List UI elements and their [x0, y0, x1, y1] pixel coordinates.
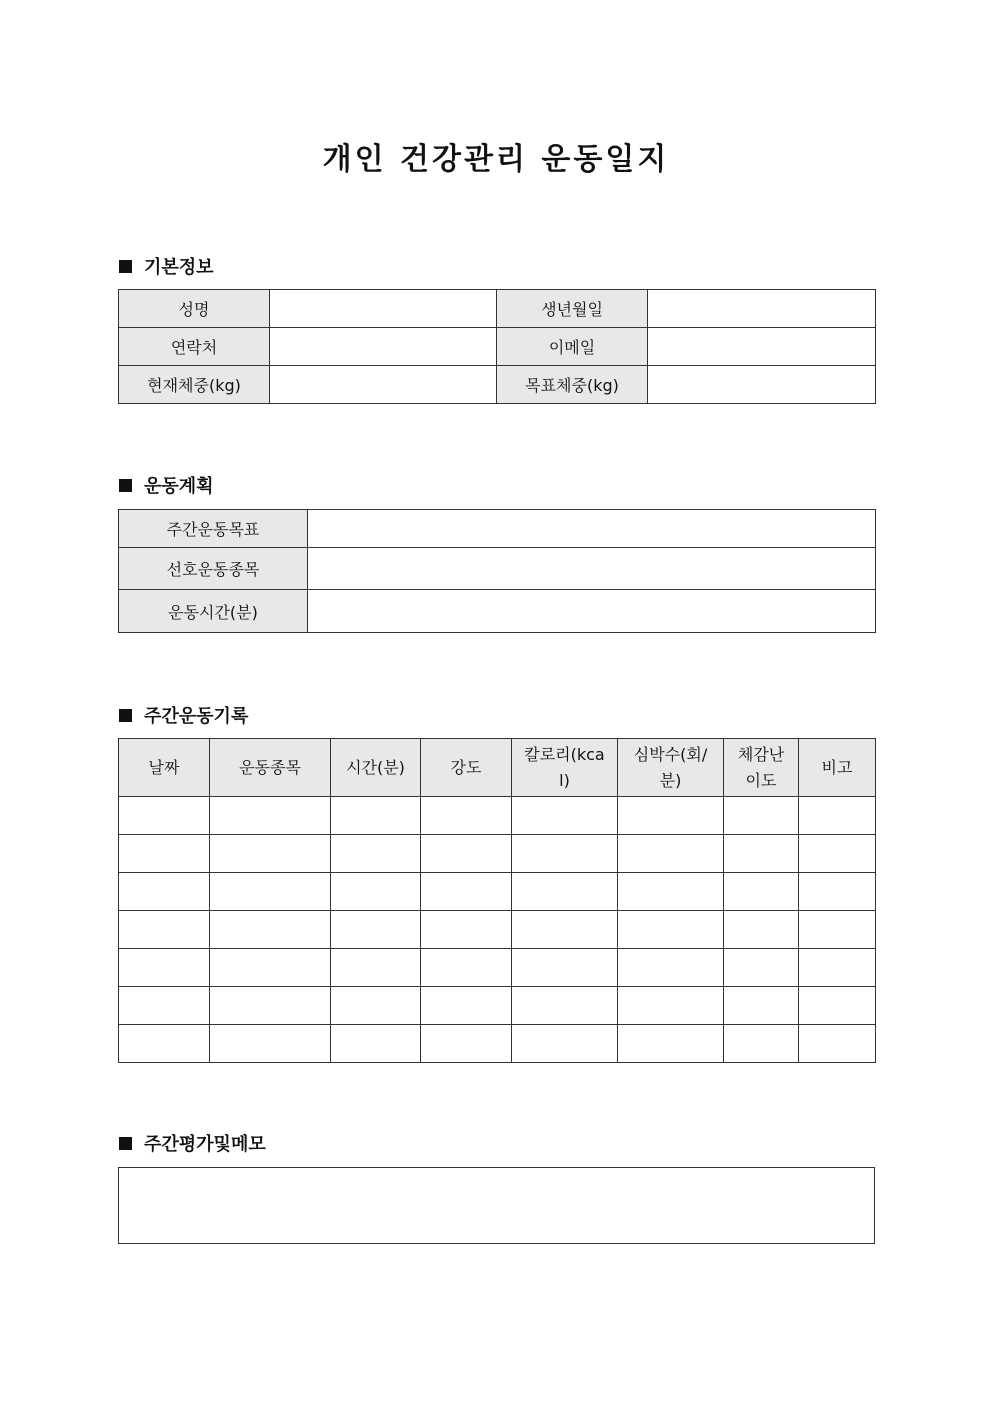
log-cell[interactable] — [331, 873, 421, 911]
log-cell[interactable] — [618, 987, 724, 1025]
contact-field[interactable] — [270, 328, 497, 366]
log-cell[interactable] — [421, 797, 512, 835]
log-cell[interactable] — [210, 911, 331, 949]
log-cell[interactable] — [421, 949, 512, 987]
basic-info-table — [118, 289, 876, 404]
exercise-plan-table — [118, 509, 876, 633]
log-cell[interactable] — [421, 1025, 512, 1063]
table-header-row — [119, 739, 876, 797]
log-cell[interactable] — [210, 797, 331, 835]
log-cell[interactable] — [331, 1025, 421, 1063]
birthdate-label: 생년월일 — [497, 290, 648, 328]
section-heading-basic — [119, 253, 214, 279]
log-cell[interactable] — [210, 987, 331, 1025]
log-cell[interactable] — [119, 911, 210, 949]
log-cell[interactable] — [618, 1025, 724, 1063]
current-weight-field[interactable] — [270, 366, 497, 404]
log-cell[interactable] — [724, 835, 799, 873]
memo-field[interactable] — [118, 1167, 875, 1244]
table-row — [119, 366, 876, 404]
log-cell[interactable] — [618, 797, 724, 835]
log-cell[interactable] — [724, 873, 799, 911]
log-cell[interactable] — [331, 835, 421, 873]
log-cell[interactable] — [512, 1025, 618, 1063]
exercise-duration-label: 운동시간(분) — [119, 590, 308, 633]
exercise-duration-field[interactable] — [308, 590, 876, 633]
col-header-heart-rate: 심박수(회/분) — [618, 739, 724, 797]
section-heading-log-label: 주간운동기록 — [144, 706, 249, 727]
square-bullet-icon — [119, 1137, 132, 1150]
current-weight-label: 현재체중(kg) — [119, 366, 270, 404]
log-cell[interactable] — [119, 835, 210, 873]
target-weight-field[interactable] — [648, 366, 876, 404]
log-cell[interactable] — [799, 987, 876, 1025]
name-field[interactable] — [270, 290, 497, 328]
weekly-log-table — [118, 738, 876, 1063]
col-header-difficulty: 체감난이도 — [724, 739, 799, 797]
log-cell[interactable] — [618, 873, 724, 911]
name-label: 성명 — [119, 290, 270, 328]
log-cell[interactable] — [331, 949, 421, 987]
log-cell[interactable] — [724, 949, 799, 987]
log-cell[interactable] — [799, 949, 876, 987]
table-row — [119, 949, 876, 987]
log-cell[interactable] — [119, 949, 210, 987]
col-header-calories: 칼로리(kcal) — [512, 739, 618, 797]
table-row — [119, 1025, 876, 1063]
log-cell[interactable] — [210, 835, 331, 873]
weekly-goal-label: 주간운동목표 — [119, 510, 308, 548]
log-cell[interactable] — [331, 797, 421, 835]
log-cell[interactable] — [618, 949, 724, 987]
table-row — [119, 911, 876, 949]
table-row — [119, 290, 876, 328]
log-cell[interactable] — [512, 949, 618, 987]
log-cell[interactable] — [210, 1025, 331, 1063]
section-heading-memo — [119, 1130, 266, 1156]
table-row — [119, 873, 876, 911]
email-label: 이메일 — [497, 328, 648, 366]
preferred-exercise-label: 선호운동종목 — [119, 548, 308, 590]
square-bullet-icon — [119, 709, 132, 722]
weekly-goal-field[interactable] — [308, 510, 876, 548]
log-cell[interactable] — [799, 911, 876, 949]
log-cell[interactable] — [421, 873, 512, 911]
table-row — [119, 987, 876, 1025]
log-cell[interactable] — [421, 987, 512, 1025]
log-cell[interactable] — [512, 987, 618, 1025]
log-cell[interactable] — [512, 911, 618, 949]
log-cell[interactable] — [618, 835, 724, 873]
log-cell[interactable] — [210, 873, 331, 911]
birthdate-field[interactable] — [648, 290, 876, 328]
section-heading-plan — [119, 472, 214, 498]
log-cell[interactable] — [724, 987, 799, 1025]
table-row — [119, 835, 876, 873]
col-header-time: 시간(분) — [331, 739, 421, 797]
log-cell[interactable] — [210, 949, 331, 987]
log-cell[interactable] — [799, 1025, 876, 1063]
log-cell[interactable] — [799, 873, 876, 911]
section-heading-memo-label: 주간평가및메모 — [144, 1134, 266, 1155]
log-cell[interactable] — [724, 911, 799, 949]
col-header-date: 날짜 — [119, 739, 210, 797]
target-weight-label: 목표체중(kg) — [497, 366, 648, 404]
log-cell[interactable] — [421, 835, 512, 873]
log-cell[interactable] — [119, 987, 210, 1025]
log-cell[interactable] — [331, 911, 421, 949]
section-heading-log — [119, 702, 248, 728]
log-cell[interactable] — [512, 835, 618, 873]
col-header-exercise: 운동종목 — [210, 739, 331, 797]
log-cell[interactable] — [512, 797, 618, 835]
section-heading-basic-label: 기본정보 — [144, 257, 214, 278]
log-cell[interactable] — [799, 797, 876, 835]
square-bullet-icon — [119, 260, 132, 273]
table-row — [119, 510, 876, 548]
log-cell[interactable] — [724, 797, 799, 835]
table-row — [119, 590, 876, 633]
log-cell[interactable] — [799, 835, 876, 873]
col-header-notes: 비고 — [799, 739, 876, 797]
section-heading-plan-label: 운동계획 — [144, 476, 214, 497]
log-cell[interactable] — [724, 1025, 799, 1063]
log-cell[interactable] — [618, 911, 724, 949]
email-field[interactable] — [648, 328, 876, 366]
log-cell[interactable] — [421, 911, 512, 949]
table-row — [119, 548, 876, 590]
log-cell[interactable] — [331, 987, 421, 1025]
table-row — [119, 328, 876, 366]
log-cell[interactable] — [512, 873, 618, 911]
col-header-intensity: 강도 — [421, 739, 512, 797]
log-cell[interactable] — [119, 873, 210, 911]
table-row — [119, 797, 876, 835]
log-cell[interactable] — [119, 1025, 210, 1063]
square-bullet-icon — [119, 479, 132, 492]
contact-label: 연락처 — [119, 328, 270, 366]
page-title: 개인 건강관리 운동일지 — [322, 142, 670, 177]
log-cell[interactable] — [119, 797, 210, 835]
preferred-exercise-field[interactable] — [308, 548, 876, 590]
